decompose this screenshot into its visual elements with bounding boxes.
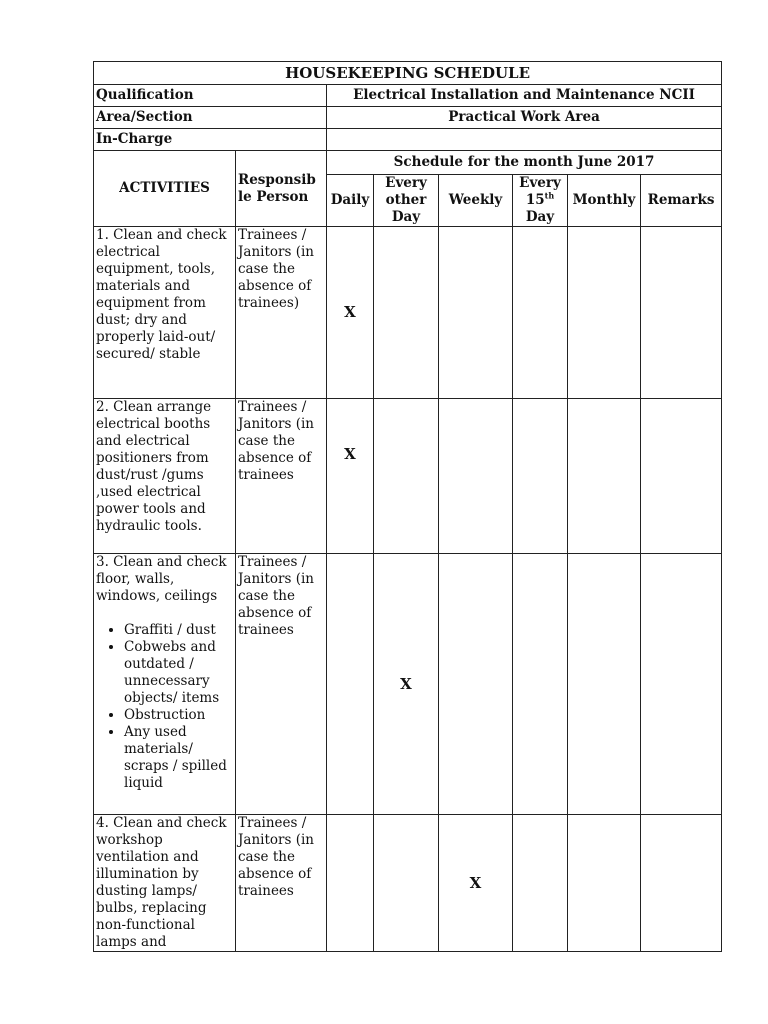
list-item: • Any used materials/ scraps / spilled liquid [124,724,233,792]
list-item: • Obstruction [124,707,233,724]
header-schedule-month: Schedule for the month June 2017 [327,151,722,175]
qualification-label: Qualification [94,85,327,107]
list-item: • Cobwebs and outdated / unnecessary objects/ items [124,639,233,707]
header-daily: Daily [327,175,374,227]
header-every-other-day: Every other Day [374,175,439,227]
schedule-mark: X [374,554,439,815]
activity-cell: 1. Clean and check electrical equipment, tools, materials and equipment from dust; dry and properly laid-out/ secured/ stable [94,227,236,399]
responsible-cell: Trainees / Janitors (in case the absence of trainees) [236,227,327,399]
table-row [94,227,722,399]
schedule-mark: X [327,227,374,399]
header-weekly: Weekly [439,175,513,227]
table-row [94,554,722,815]
header-remarks: Remarks [641,175,722,227]
table-row [94,815,722,952]
list-item: • Graffiti / dust [124,622,233,639]
responsible-cell: Trainees / Janitors (in case the absence of trainees [236,554,327,815]
activity-cell: 4. Clean and check workshop ventilation and illumination by dusting lamps/ bulbs, replacing non-functional lamps and [94,815,236,952]
schedule-mark: X [439,815,513,952]
area-value: Practical Work Area [327,107,722,129]
qualification-value: Electrical Installation and Maintenance NCII [327,85,722,107]
responsible-cell: Trainees / Janitors (in case the absence of trainees [236,399,327,554]
activity-text: 3. Clean and check floor, walls, windows, ceilings [96,554,227,604]
responsible-cell: Trainees / Janitors (in case the absence of trainees [236,815,327,952]
header-every-15th-day: Every 15th Day [513,175,568,227]
housekeeping-schedule-table [93,61,722,952]
table-row [94,399,722,554]
header-activities: ACTIVITIES [94,151,236,227]
activity-bullet-list [96,622,233,792]
schedule-mark: X [327,399,374,554]
incharge-label: In-Charge [94,129,327,151]
header-responsible-person: Responsib le Person [236,151,327,227]
area-label: Area/Section [94,107,327,129]
activity-cell: 2. Clean arrange electrical booths and electrical positioners from dust/rust /gums ,used electrical power tools and hydraulic tools. [94,399,236,554]
page-title: HOUSEKEEPING SCHEDULE [94,62,722,85]
incharge-value [327,129,722,151]
activity-cell [94,554,236,815]
header-monthly: Monthly [568,175,641,227]
